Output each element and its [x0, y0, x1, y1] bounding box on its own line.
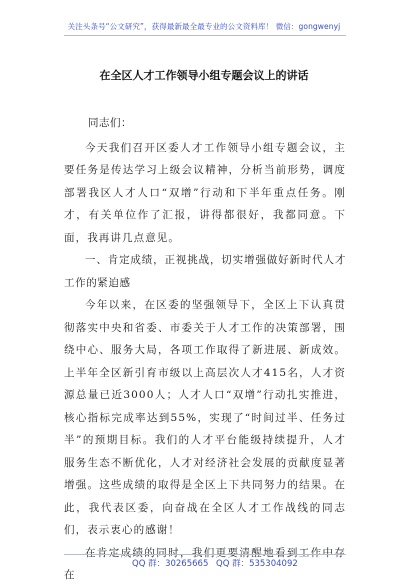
salutation: 同志们：	[88, 117, 132, 129]
paragraph-intro: 今天我们召开区委人才工作领导小组专题会议，主要任务是传达学习上级会议精神，分析当前形势，调度部署我区人才人口“双增”行动和下半年重点任务。刚才，有关单位作了汇报，讲得都很好，我都同意。下面，我再讲几点意见。	[64, 141, 346, 244]
document-title: 在全区人才工作领导小组专题会议上的讲话	[99, 69, 309, 82]
paragraph-challenges: 在肯定成绩的同时，我们更要清醒地看到工作中存在	[64, 546, 346, 581]
header-divider	[64, 35, 346, 36]
footer-qq-group-2: QQ 群：535304092	[216, 559, 298, 569]
footer-divider	[64, 554, 346, 555]
section-heading: 一、肯定成绩，正视挑战，切实增强做好新时代人才工作的紧迫感	[64, 254, 346, 289]
paragraph-achievements: 今年以来，在区委的坚强领导下，全区上下认真贯彻落实中央和省委、市委关于人才工作的决策部署，围绕中心、服务大局，各项工作取得了新进展、新成效。上半年全区新引育市级以上高层次人才415名，人才资源总量已近3000人；人才人口“双增”行动扎实推进，核心指标完成率达到55%，实现了“时间过半、任务过半”的预期目标。我们的人才平台能级持续提升，人才服务生态不断优化，人才对经济社会发展的贡献度显著增强。这些成绩的取得是全区上下共同努力的结果。在此，我代表区委，向奋战在全区人才工作战线的同志们，表示衷心的感谢！	[64, 299, 346, 536]
header-banner: 关注头条号“公文研究”，获得最新最全最专业的公文资料库！ 微信：gongwenyj	[67, 22, 341, 31]
document-body	[64, 112, 346, 587]
footer-qq-group-1: QQ 群：30265665	[132, 559, 209, 569]
